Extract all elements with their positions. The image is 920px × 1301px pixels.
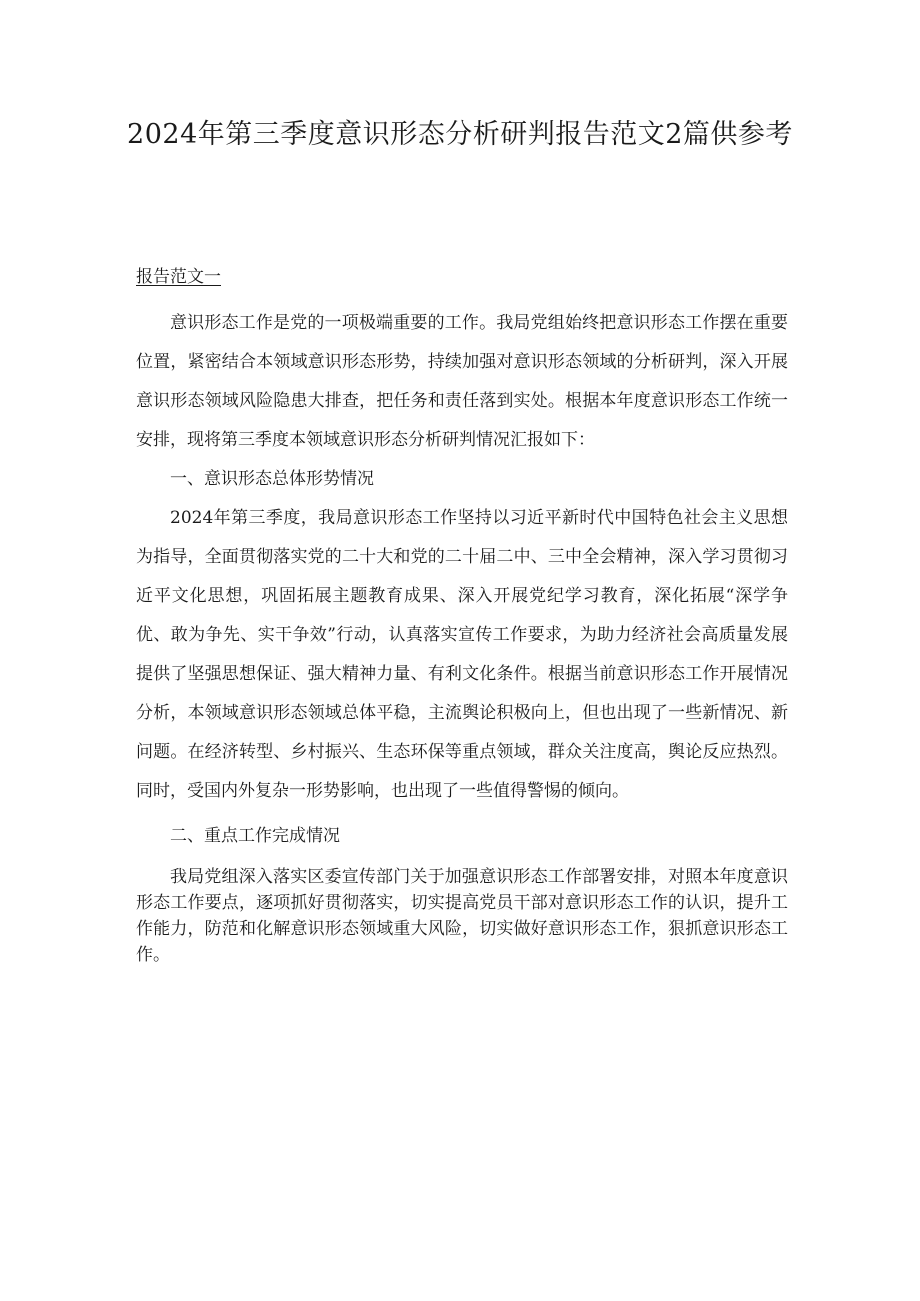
document-body	[136, 304, 788, 968]
intro-paragraph: 意识形态工作是党的一项极端重要的工作。我局党组始终把意识形态工作摆在重要位置，紧密结合本领域意识形态形势，持续加强对意识形态领域的分析研判，深入开展意识形态领域风险隐患大排查，把任务和责任落到实处。根据本年度意识形态工作统一安排，现将第三季度本领域意识形态分析研判情况汇报如下：	[136, 313, 788, 450]
key-work-paragraph: 我局党组深入落实区委宣传部门关于加强意识形态工作部署安排，对照本年度意识形态工作要点，逐项抓好贯彻落实，切实提高党员干部对意识形态工作的认识，提升工作能力，防范和化解意识形态领域重大风险，切实做好意识形态工作，狠抓意识形态工作。	[136, 867, 788, 965]
overall-situation-paragraph: 2024年第三季度，我局意识形态工作坚持以习近平新时代中国特色社会主义思想为指导，全面贯彻落实党的二十大和党的二十届二中、三中全会精神，深入学习贯彻习近平文化思想，巩固拓展主题教育成果、深入开展党纪学习教育，深化拓展“深学争优、敢为争先、实干争效”行动，认真落实宣传工作要求，为助力经济社会高质量发展提供了坚强思想保证、强大精神力量、有利文化条件。根据当前意识形态工作开展情况分析，本领域意识形态领域总体平稳，主流舆论积极向上，但也出现了一些新情况、新问题。在经济转型、乡村振兴、生态环保等重点领域，群众关注度高，舆论反应热烈。同时，受国内外复杂一形势影响，也出现了一些值得警惕的倾向。	[136, 508, 788, 801]
heading-key-work: 二、重点工作完成情况	[170, 826, 340, 846]
heading-overall-situation: 一、意识形态总体形势情况	[170, 469, 374, 489]
document-title: 2024年第三季度意识形态分析研判报告范文2篇供参考	[127, 119, 793, 150]
section-label: 报告范文一	[136, 267, 221, 287]
